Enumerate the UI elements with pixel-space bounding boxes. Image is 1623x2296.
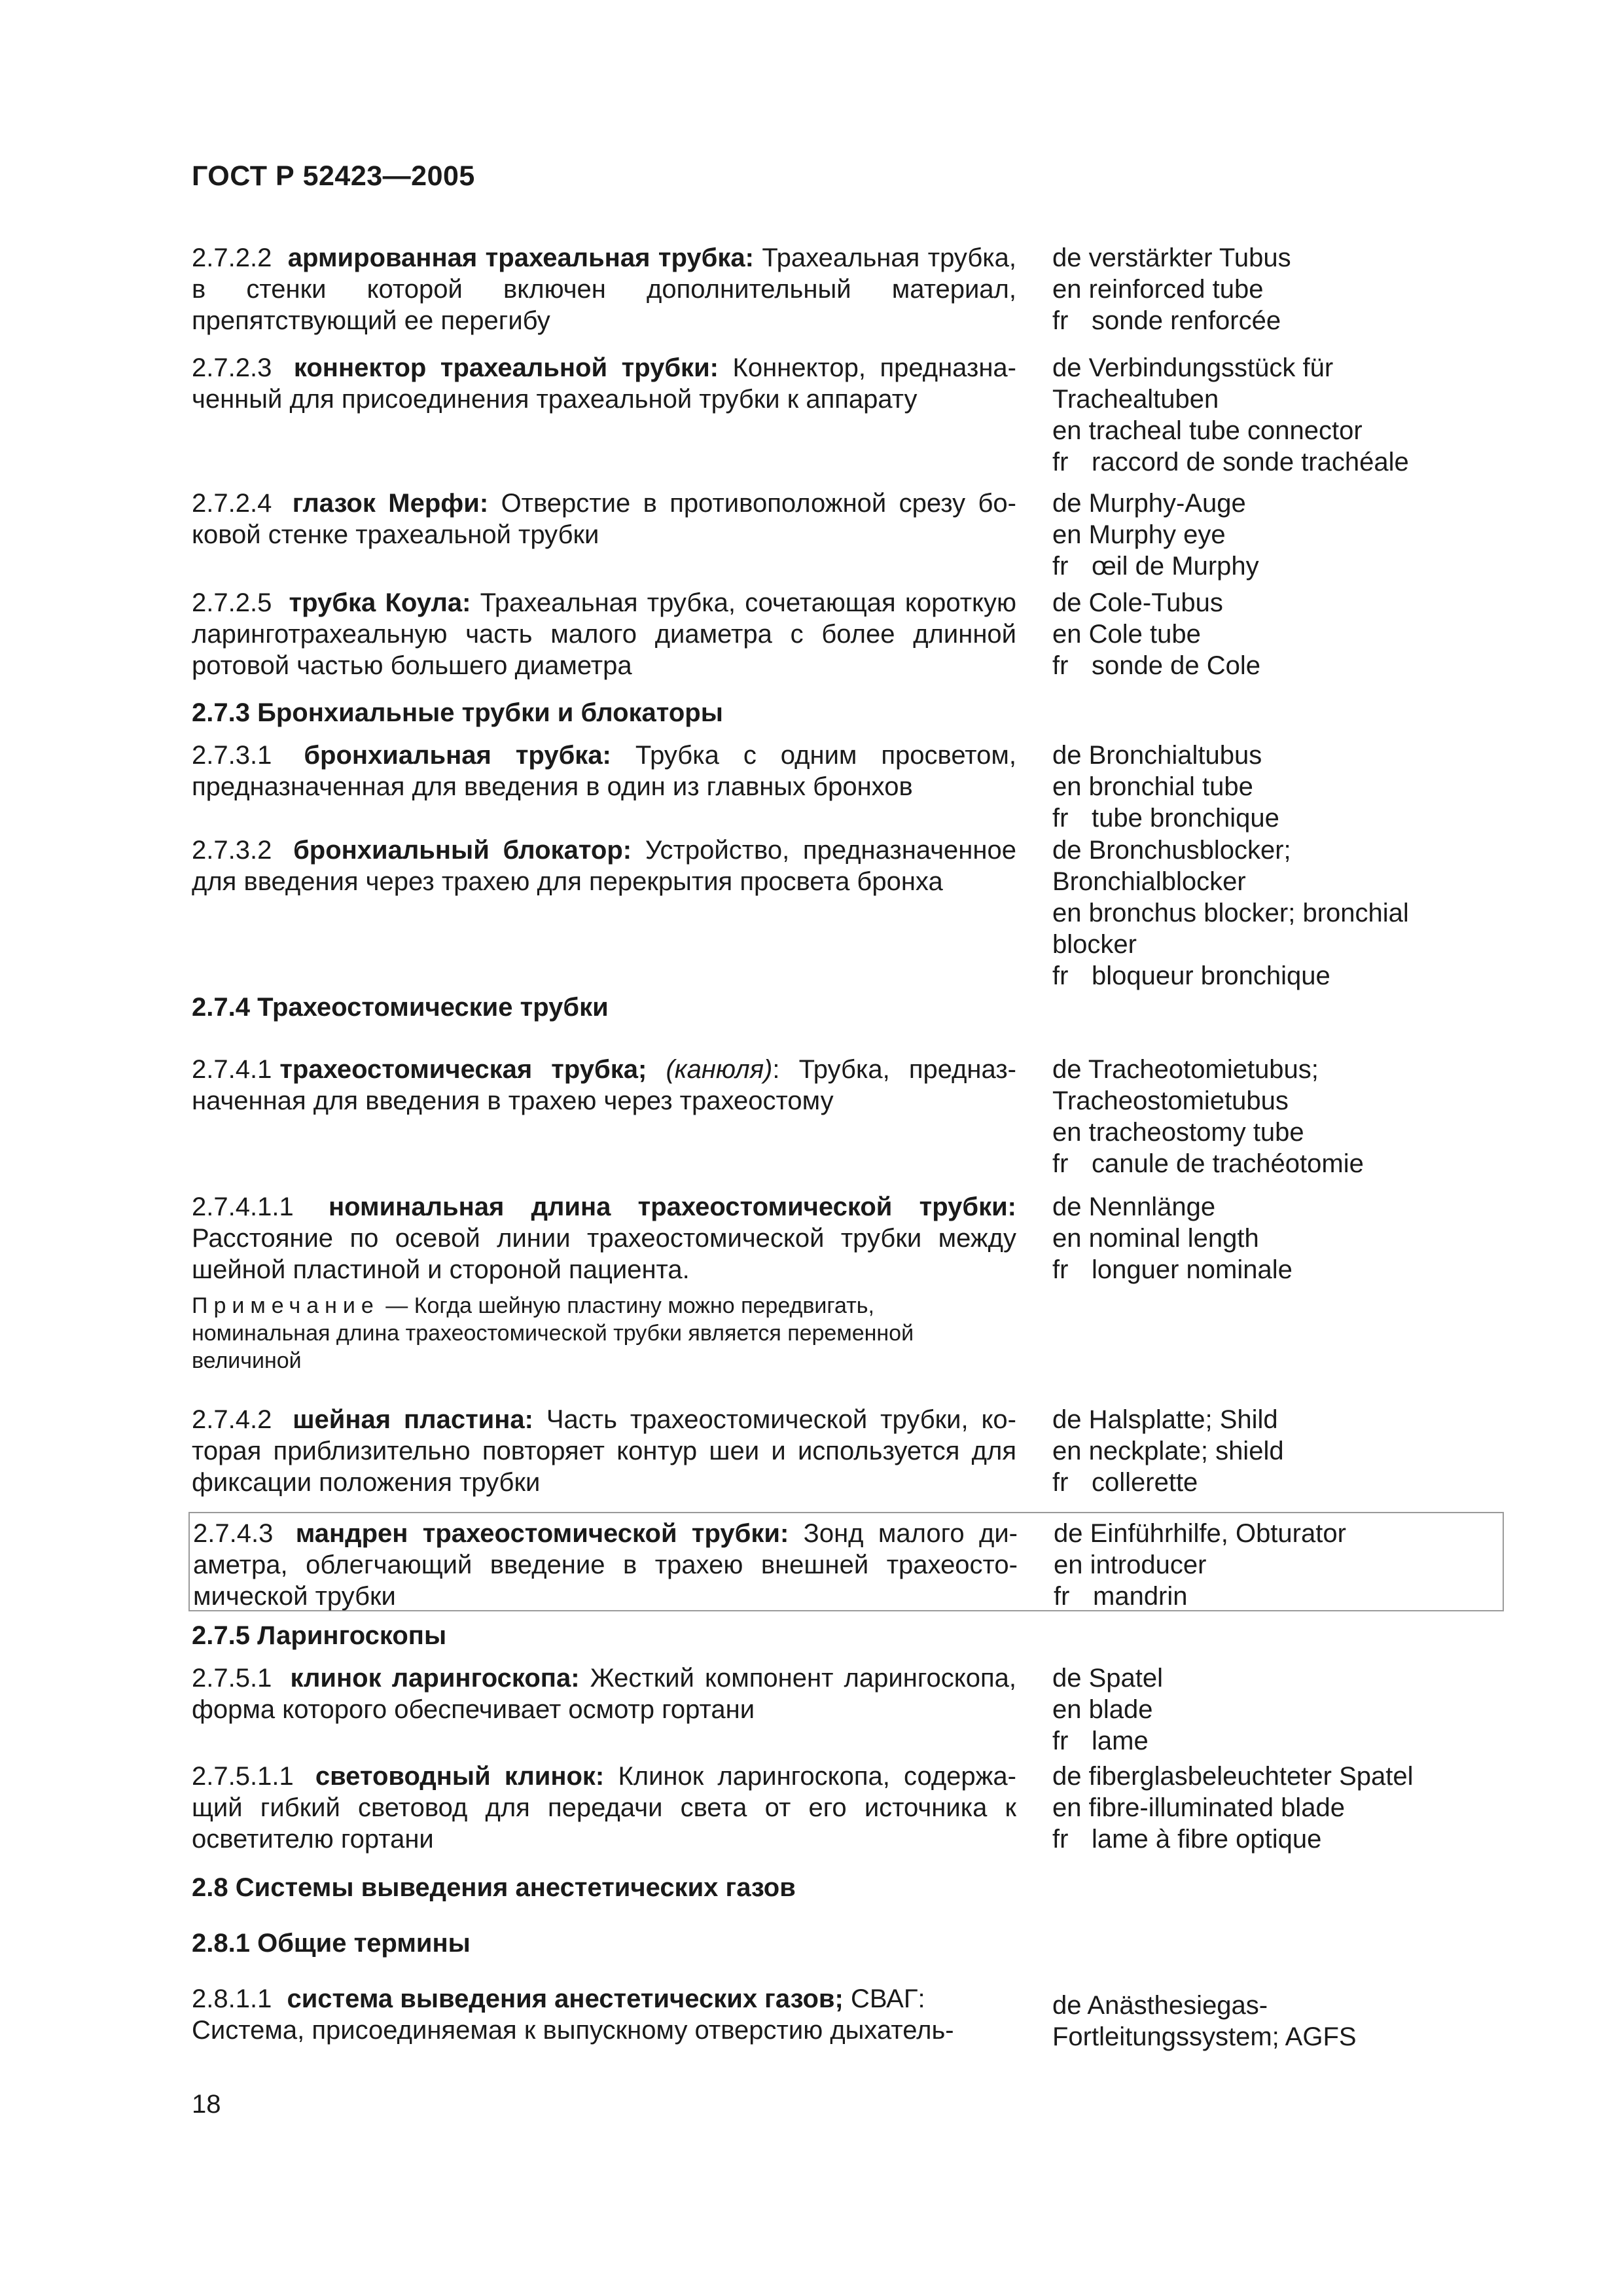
section-heading: 2.7.3 Бронхиальные трубки и блокаторы [192, 698, 723, 727]
term-text: Устройство, предназначенное для введения через трахею для перекрытия просвета бронха [192, 836, 1016, 896]
term-name: система выведения анестетических газов; [287, 1984, 844, 2013]
term-definition [192, 1404, 1016, 1498]
de-equivalent-cont: Tracheostomietubus [1052, 1086, 1289, 1115]
section-heading: 2.7.4 Трахеостомические трубки [192, 993, 609, 1022]
de-equivalent: de Nennlänge [1052, 1193, 1216, 1221]
de-equivalent: de Verbindungsstück für [1052, 353, 1334, 382]
term-equivalents [1052, 834, 1445, 992]
term-text: Клинок ларингоскопа, содержащий гибкий световод для передачи света от его источника к осветителю гортани [192, 1762, 1016, 1854]
de-equivalent: de Murphy-Auge [1052, 489, 1246, 518]
term-name: трубка Коула: [289, 588, 471, 617]
term-text: Часть трахеостомической трубки, которая приблизительно повторяет контур шеи и используется для фиксации положения трубки [192, 1405, 1016, 1497]
term-name: трахеостомическая трубка; [279, 1055, 647, 1084]
term-name: коннектор трахеальной трубки: [293, 353, 719, 382]
term-equivalents [1052, 488, 1445, 582]
term-number: 2.8.1.1 [192, 1984, 272, 2013]
en-equivalent: en Cole tube [1052, 620, 1201, 649]
term-text: Трахеальная трубка, в стенки которой включен дополнительный материал, препятствующий ее перегибу [192, 243, 1016, 335]
term-number: 2.7.4.3 [193, 1519, 274, 1548]
term-number: 2.7.3.1 [192, 741, 272, 770]
term-definition [192, 834, 1016, 897]
page-header: ГОСТ Р 52423—2005 [192, 160, 475, 192]
de-equivalent-cont: Bronchialblocker [1052, 867, 1246, 896]
term-name: шейная пластина: [293, 1405, 533, 1434]
term-number: 2.7.2.5 [192, 588, 272, 617]
fr-equivalent: fr tube bronchique [1052, 804, 1279, 833]
term-definition [192, 1761, 1016, 1855]
term-number: 2.7.5.1.1 [192, 1762, 294, 1791]
term-equivalents [1052, 1404, 1445, 1498]
term-definition [192, 1983, 1016, 2046]
page-number: 18 [192, 2090, 221, 2119]
term-equivalents [1052, 352, 1445, 478]
en-equivalent: en nominal length [1052, 1224, 1259, 1253]
de-equivalent: de Spatel [1052, 1664, 1164, 1693]
term-text: Трубка с одним просветом, предназначенная для введения в один из главных бронхов [192, 741, 1016, 801]
term-number: 2.7.2.3 [192, 353, 272, 382]
term-definition [193, 1518, 1018, 1612]
term-equivalents [1054, 1518, 1446, 1612]
term-definition [192, 1191, 1016, 1374]
term-definition [192, 587, 1016, 681]
term-number: 2.7.2.2 [192, 243, 272, 272]
term-text: Трахеальная трубка, сочетающая короткую ларинготрахеальную часть малого диаметра с более длинной ротовой частью большего диаметра [192, 588, 1016, 680]
section-heading: 2.8 Системы выведения анестетических газов [192, 1873, 796, 1902]
term-equivalents [1052, 1990, 1445, 2053]
fr-equivalent: fr collerette [1052, 1468, 1198, 1497]
term-name: световодный клинок: [315, 1762, 605, 1791]
term-definition [192, 352, 1016, 415]
fr-equivalent: fr lame à fibre optique [1052, 1825, 1322, 1854]
fr-equivalent: fr canule de trachéotomie [1052, 1149, 1364, 1178]
en-equivalent: en bronchial tube [1052, 772, 1253, 801]
term-equivalents [1052, 740, 1445, 834]
term-abbreviation: СВАГ: [850, 1984, 925, 2013]
term-name: мандрен трахеостомической трубки: [295, 1519, 789, 1548]
fr-equivalent: fr bloqueur bronchique [1052, 961, 1330, 990]
fr-equivalent: fr œil de Murphy [1052, 552, 1259, 581]
de-equivalent: de Bronchialtubus [1052, 741, 1262, 770]
en-equivalent: en reinforced tube [1052, 275, 1264, 304]
term-text: Коннектор, предназначенный для присоединения трахеальной трубки к аппарату [192, 353, 1016, 414]
term-text: Отверстие в противоположной срезу боковой стенке трахеальной трубки [192, 489, 1016, 549]
term-number: 2.7.4.1.1 [192, 1193, 294, 1221]
en-equivalent: en neckplate; shield [1052, 1437, 1284, 1465]
de-equivalent: de Halsplatte; Shild [1052, 1405, 1278, 1434]
term-name: глазок Мерфи: [292, 489, 489, 518]
term-number: 2.7.3.2 [192, 836, 272, 865]
fr-equivalent: fr longuer nominale [1052, 1255, 1293, 1284]
term-definition [192, 740, 1016, 802]
term-equivalents [1052, 1662, 1445, 1757]
term-equivalents [1052, 587, 1445, 681]
term-definition [192, 1054, 1016, 1117]
note [192, 1292, 1016, 1374]
term-text: : Трубка, предназначенная для введения в трахею через трахеостому [192, 1055, 1016, 1115]
term-name: армированная трахеальная трубка: [287, 243, 754, 272]
fr-equivalent: fr lame [1052, 1727, 1149, 1755]
term-name: бронхиальная трубка: [304, 741, 611, 770]
de-equivalent-cont: Fortleitungssystem; AGFS [1052, 2022, 1357, 2051]
de-equivalent: de verstärkter Tubus [1052, 243, 1291, 272]
term-text: Жесткий компонент ларингоскопа, форма которого обеспечивает осмотр гортани [192, 1664, 1016, 1724]
de-equivalent: de fiberglasbeleuchteter Spatel [1052, 1762, 1414, 1791]
de-equivalent: de Einführhilfe, Obturator [1054, 1519, 1346, 1548]
term-equivalents [1052, 1054, 1445, 1179]
en-equivalent: en tracheostomy tube [1052, 1118, 1304, 1147]
term-equivalents [1052, 242, 1445, 336]
en-equivalent: en introducer [1054, 1551, 1207, 1579]
en-equivalent-cont: blocker [1052, 930, 1137, 959]
en-equivalent: en tracheal tube connector [1052, 416, 1363, 445]
term-entry-boxed [188, 1512, 1504, 1611]
fr-equivalent: fr mandrin [1054, 1582, 1188, 1611]
term-definition [192, 488, 1016, 550]
note-label: Примечание [192, 1293, 380, 1318]
fr-equivalent: fr sonde de Cole [1052, 651, 1260, 680]
term-name: бронхиальный блокатор: [293, 836, 632, 865]
term-number: 2.7.5.1 [192, 1664, 272, 1693]
term-name: клинок ларингоскопа: [290, 1664, 580, 1693]
term-synonym: (канюля) [666, 1055, 773, 1084]
de-equivalent: de Anästhesiegas- [1052, 1991, 1268, 2020]
en-equivalent: en Murphy eye [1052, 520, 1226, 549]
term-definition [192, 242, 1016, 336]
fr-equivalent: fr raccord de sonde trachéale [1052, 448, 1409, 476]
section-heading: 2.8.1 Общие термины [192, 1929, 471, 1958]
de-equivalent: de Cole-Tubus [1052, 588, 1223, 617]
term-name: номинальная длина трахеостомической трубки: [328, 1193, 1016, 1221]
de-equivalent-cont: Trachealtuben [1052, 385, 1219, 414]
section-heading: 2.7.5 Ларингоскопы [192, 1621, 447, 1650]
en-equivalent: en fibre-illuminated blade [1052, 1793, 1345, 1822]
fr-equivalent: fr sonde renforcée [1052, 306, 1281, 335]
term-text: Система, присоединяемая к выпускному отверстию дыхатель- [192, 2016, 954, 2045]
en-equivalent: en bronchus blocker; bronchial [1052, 899, 1409, 927]
de-equivalent: de Tracheotomietubus; [1052, 1055, 1319, 1084]
term-number: 2.7.4.2 [192, 1405, 272, 1434]
note-text: — Когда шейную пластину можно передвигать, номинальная длина трахеостомической трубки является переменной величиной [192, 1293, 914, 1373]
term-equivalents [1052, 1191, 1445, 1285]
term-number: 2.7.2.4 [192, 489, 272, 518]
de-equivalent: de Bronchusblocker; [1052, 836, 1291, 865]
term-number: 2.7.4.1 [192, 1055, 272, 1084]
term-text: Зонд малого диаметра, облегчающий введение в трахею внешней трахеостомической трубки [193, 1519, 1018, 1611]
term-equivalents [1052, 1761, 1445, 1855]
en-equivalent: en blade [1052, 1695, 1153, 1724]
term-definition [192, 1662, 1016, 1725]
term-text: Расстояние по осевой линии трахеостомической трубки между шейной пластиной и стороной пациента. [192, 1224, 1016, 1284]
